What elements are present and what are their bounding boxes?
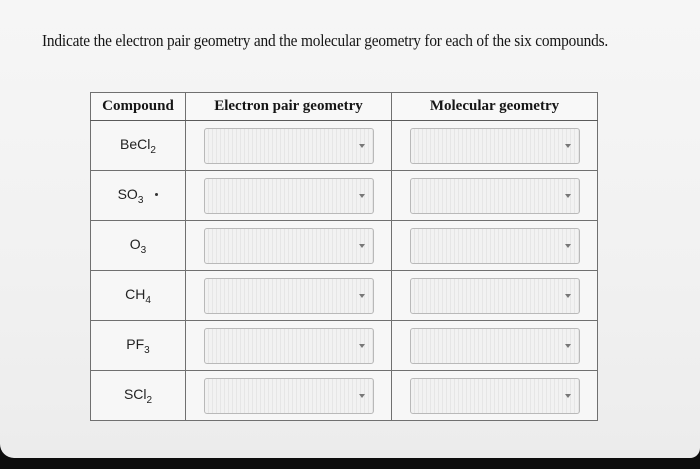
chevron-down-icon [359, 344, 365, 348]
chevron-down-icon [359, 394, 365, 398]
molecular-select[interactable] [410, 228, 580, 264]
geometry-table [90, 92, 598, 421]
chevron-down-icon [359, 144, 365, 148]
electron-pair-select[interactable] [204, 128, 374, 164]
electron-pair-select[interactable] [204, 328, 374, 364]
compound-cell [91, 271, 186, 321]
header-row [91, 93, 598, 121]
molecular-select[interactable] [410, 328, 580, 364]
compound-cell [91, 121, 186, 171]
table-row [91, 371, 598, 421]
table-row [91, 171, 598, 221]
compound-formula: $PF_3$ [126, 335, 150, 356]
question-text: Indicate the electron pair geometry and the molecular geometry for each of the six compounds. [42, 31, 609, 50]
header-compound: Compound [91, 93, 186, 121]
electron-pair-select[interactable] [204, 178, 374, 214]
stray-dot [155, 193, 158, 196]
chevron-down-icon [565, 144, 571, 148]
compound-cell [91, 321, 186, 371]
compound-formula: $SO_3$ [117, 185, 144, 206]
molecular-select[interactable] [410, 178, 580, 214]
chevron-down-icon [565, 244, 571, 248]
electron-pair-select[interactable] [204, 228, 374, 264]
compound-formula: $O_3$ [129, 235, 147, 256]
molecular-select[interactable] [410, 378, 580, 414]
compound-cell [91, 171, 186, 221]
header-molecular-geometry: Molecular geometry [392, 93, 598, 121]
header-electron-pair-geometry: Electron pair geometry [186, 93, 392, 121]
table-row [91, 121, 598, 171]
compound-formula: $CH_4$ [125, 285, 151, 306]
chevron-down-icon [359, 194, 365, 198]
electron-pair-select[interactable] [204, 378, 374, 414]
chevron-down-icon [359, 294, 365, 298]
chevron-down-icon [565, 294, 571, 298]
molecular-select[interactable] [410, 128, 580, 164]
table-row [91, 271, 598, 321]
table-row [91, 221, 598, 271]
chevron-down-icon [565, 394, 571, 398]
compound-formula: BeCl$_2$ [120, 135, 156, 156]
chevron-down-icon [359, 244, 365, 248]
electron-pair-select[interactable] [204, 278, 374, 314]
chevron-down-icon [565, 344, 571, 348]
table-row [91, 321, 598, 371]
molecular-select[interactable] [410, 278, 580, 314]
compound-cell [91, 371, 186, 421]
chevron-down-icon [565, 194, 571, 198]
compound-cell [91, 221, 186, 271]
compound-formula: SCl$_2$ [123, 385, 153, 406]
